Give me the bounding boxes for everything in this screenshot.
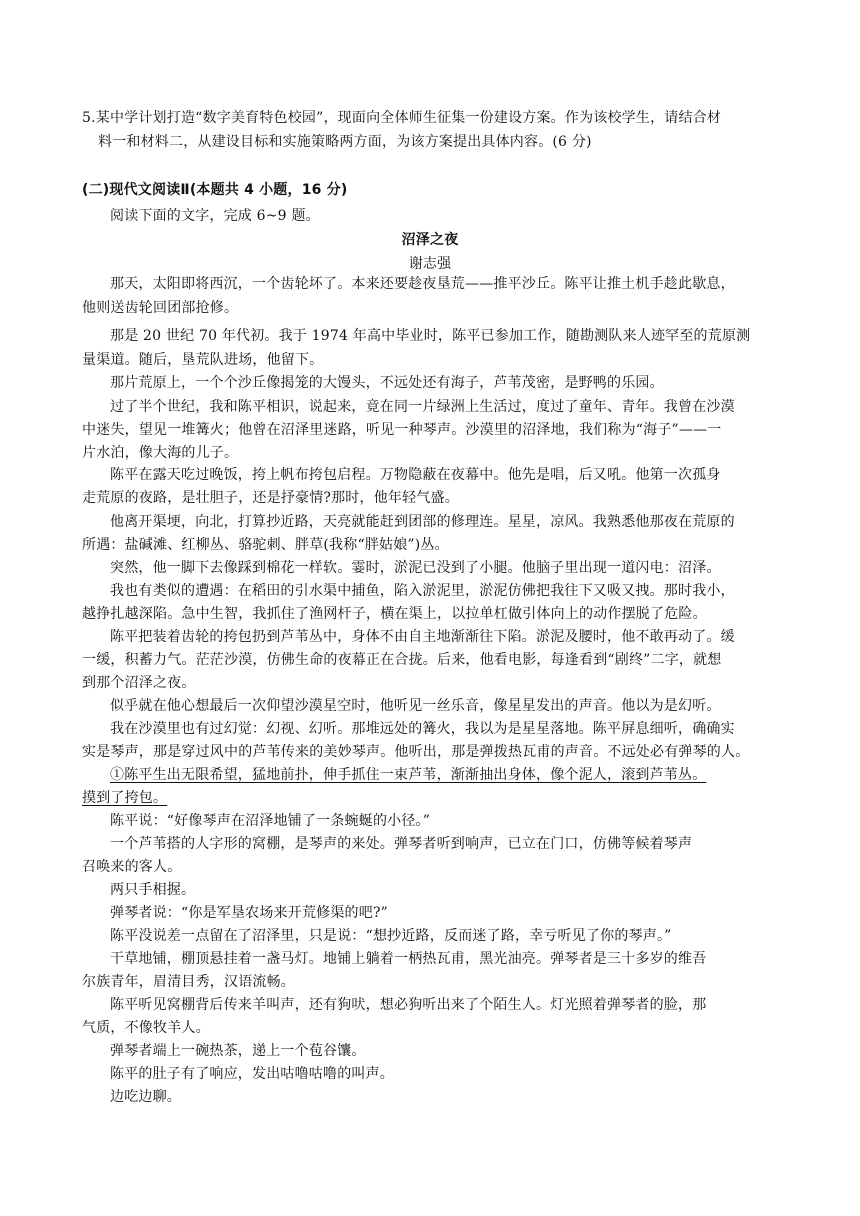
article-line: 干草地铺，棚顶悬挂着一盏马灯。地铺上躺着一柄热瓦甫，黑光油亮。弹琴者是三十多岁的维吾 [110,951,707,967]
article-line: 越挣扎越深陷。急中生智，我抓住了渔网杆子，横在渠上，以拉单杠做引体向上的动作摆脱了危险。 [82,606,707,622]
article-line: 所遇：盐碱滩、红柳丛、骆驼刺、胖草(我称“胖姑娘”)丛。 [82,537,449,553]
question-5-line-1: 5.某中学计划打造“数字美育特色校园”，现面向全体师生征集一份建设方案。作为该校学生，请结合材 [82,110,722,126]
article-line: 量渠道。随后，垦荒队进场，他留下。 [82,352,324,368]
article-line: 陈平没说差一点留在了沼泽里，只是说：“想抄近路，反而迷了路，幸亏听见了你的琴声。” [110,928,672,944]
article-line: 过了半个世纪，我和陈平相识，说起来，竟在同一片绿洲上生活过，度过了童年、青年。我曾在沙漠 [110,399,735,415]
article-line: 气质，不像牧羊人。 [82,1020,210,1036]
article-line: 我在沙漠里也有过幻觉：幻视、幻听。那堆远处的篝火，我以为是星星落地。陈平屏息细听，确确实 [110,721,735,737]
article-line: 中迷失，望见一堆篝火；他曾在沼泽里迷路，听见一种琴声。沙漠里的沼泽地，我们称为“海子”——一 [82,422,722,438]
question-5-line-2: 料一和材料二，从建设目标和实施策略两方面，为该方案提出具体内容。(6 分) [98,134,592,150]
article-line: 两只手相握。 [110,882,196,898]
article-line: 弹琴者端上一碗热茶，递上一个苞谷馕。 [110,1043,366,1059]
article-line: 他则送齿轮回团部抢修。 [82,300,239,316]
underlined-sentence-1: ①陈平生出无限希望，猛地前扑，伸手抓住一束芦苇，渐渐抽出身体，像个泥人，滚到芦苇丛。 [110,767,707,783]
article-author: 谢志强 [408,256,452,272]
article-line: 陈平在露天吃过晚饭，挎上帆布挎包启程。万物隐蔽在夜幕中。他先是唱，后又吼。他第一次孤身 [110,467,721,483]
article-title: 沼泽之夜 [401,232,459,248]
section-heading: (二)现代文阅读Ⅱ(本题共 4 小题，16 分) [82,182,348,198]
article-line: 那天，太阳即将西沉，一个齿轮坏了。本来还要趁夜垦荒——推平沙丘。陈平让推土机手趁此歇息， [110,276,735,292]
article-line: 我也有类似的遭遇：在稻田的引水渠中捕鱼，陷入淤泥里，淤泥仿佛把我往下又吸又拽。那时我小， [110,583,735,599]
article-line: 片水泊，像大海的儿子。 [82,445,239,461]
article-line: 突然，他一脚下去像踩到棉花一样软。霎时，淤泥已没到了小腿。他脑子里出现一道闪电：沼泽。 [110,560,721,576]
article-line: 他离开渠埂，向北，打算抄近路，天亮就能赶到团部的修理连。星星，凉风。我熟悉他那夜在荒原的 [110,514,735,530]
article-line: 那片荒原上，一个个沙丘像揭笼的大馒头，不远处还有海子，芦苇茂密，是野鸭的乐园。 [110,375,664,391]
article-line: 尔族青年，眉清目秀，汉语流畅。 [82,974,295,990]
underlined-sentence-1-end: 摸到了挎包。 [82,790,168,806]
article-line: 一个芦苇搭的人字形的窝棚，是琴声的来处。弹琴者听到响声，已立在门口，仿佛等候着琴声 [110,836,693,852]
article-line: 走荒原的夜路，是壮胆子，还是抒豪情?那时，他年轻气盛。 [82,490,459,506]
article-line: 边吃边聊。 [110,1089,181,1105]
article-line: 一缓，积蓄力气。茫茫沙漠，仿佛生命的夜幕正在合拢。后来，他看电影，每逢看到“剧终”二字，就想 [82,652,722,668]
article-line: 召唤来的客人。 [82,859,182,875]
article-line: 陈平说：“好像琴声在沼泽地铺了一条蜿蜒的小径。” [110,813,431,829]
article-line: 实是琴声，那是穿过风中的芦苇传来的美妙琴声。他听出，那是弹拨热瓦甫的声音。不远处必有弹琴的人。 [82,744,750,760]
reading-instruction: 阅读下面的文字，完成 6~9 题。 [110,208,320,224]
article-line: 似乎就在他心想最后一次仰望沙漠星空时，他听见一丝乐音，像星星发出的声音。他以为是幻听。 [110,698,721,714]
article-line: 弹琴者说：“你是军垦农场来开荒修渠的吧?” [110,905,389,921]
article-line: 陈平把装着齿轮的挎包扔到芦苇丛中，身体不由自主地渐渐往下陷。淤泥及腰时，他不敢再动了。缓 [110,629,735,645]
article-line: 到那个沼泽之夜。 [82,675,196,691]
article-line: 陈平听见窝棚背后传来羊叫声，还有狗吠，想必狗听出来了个陌生人。灯光照着弹琴者的脸，那 [110,997,707,1013]
article-line: 陈平的肚子有了响应，发出咕噜咕噜的叫声。 [110,1066,394,1082]
article-line: 那是 20 世纪 70 年代初。我于 1974 年高中毕业时，陈平已参加工作，随勘测队来人迹罕至的荒原测 [110,328,751,344]
